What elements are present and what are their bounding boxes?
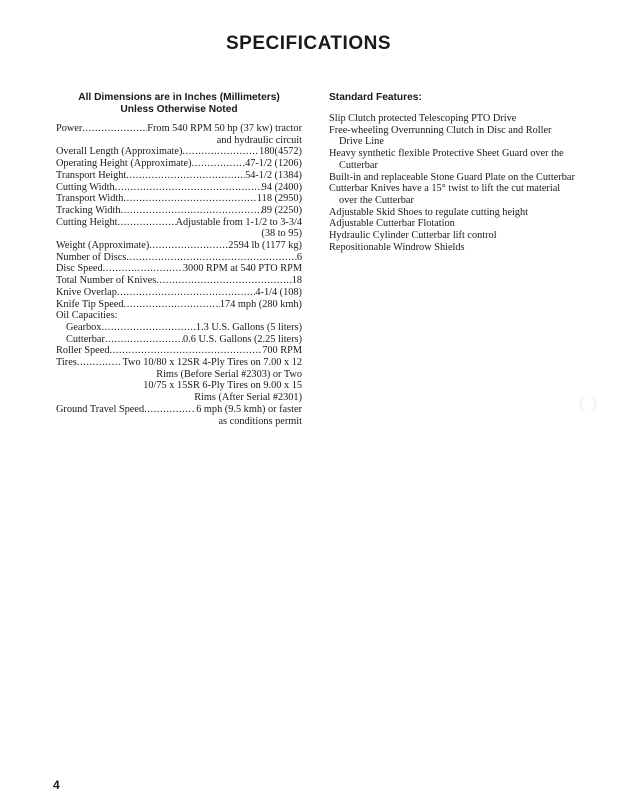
leader-dots bbox=[123, 193, 257, 205]
spec-value: 94 (2400) bbox=[261, 181, 302, 193]
feature-item: Adjustable Skid Shoes to regulate cutting height bbox=[329, 206, 529, 218]
leader-dots bbox=[149, 240, 228, 252]
spec-label: Disc Speed bbox=[56, 263, 103, 275]
feature-item: Repositionable Windrow Shields bbox=[329, 241, 465, 253]
spec-gearbox bbox=[56, 322, 302, 334]
leader-dots bbox=[101, 322, 195, 334]
spec-tires-line3: 10/75 x 15SR 6-Ply Tires on 9.00 x 15 bbox=[143, 380, 302, 392]
spec-label: Total Number of Knives bbox=[56, 275, 157, 287]
spec-value: 700 RPM bbox=[262, 345, 302, 357]
spec-power-continuation: and hydraulic circuit bbox=[216, 134, 302, 146]
spec-value: Two 10/80 x 12SR 4-Ply Tires on 7.00 x 12 bbox=[122, 357, 302, 369]
spec-oil-capacities-label: Oil Capacities: bbox=[56, 310, 118, 322]
leader-dots bbox=[124, 299, 220, 311]
dimensions-heading-line2: Unless Otherwise Noted bbox=[120, 104, 238, 115]
spec-cutting-height bbox=[56, 217, 302, 229]
spec-label: Weight (Approximate) bbox=[56, 240, 150, 252]
leader-dots bbox=[105, 334, 183, 346]
spec-ground-travel-speed bbox=[56, 404, 302, 416]
page-title: SPECIFICATIONS bbox=[226, 33, 391, 54]
spec-number-of-discs bbox=[56, 252, 302, 264]
spec-tires-line4: Rims (After Serial #2301) bbox=[194, 392, 302, 404]
spec-label: Tracking Width bbox=[56, 204, 121, 216]
spec-roller-speed bbox=[56, 345, 302, 357]
specifications-list bbox=[56, 123, 302, 427]
spec-value: 6 mph (9.5 kmh) or faster bbox=[196, 403, 302, 415]
spec-label: Operating Height (Approximate) bbox=[56, 158, 192, 170]
spec-value: 118 (2950) bbox=[256, 193, 302, 205]
spec-label: Gearbox bbox=[66, 321, 102, 333]
leader-dots bbox=[103, 263, 183, 275]
spec-ground-travel-speed-continuation: as conditions permit bbox=[218, 415, 302, 427]
leader-dots bbox=[117, 287, 255, 299]
spec-value: 1.3 U.S. Gallons (5 liters) bbox=[195, 321, 302, 333]
spec-value: From 540 RPM 50 hp (37 kw) tractor bbox=[147, 123, 302, 134]
spec-label: Cutterbar bbox=[66, 333, 105, 345]
spec-total-knives bbox=[56, 275, 302, 287]
spec-label: Transport Height bbox=[56, 169, 127, 181]
spec-label: Knife Tip Speed bbox=[56, 298, 124, 310]
spec-cutting-height-continuation: (38 to 95) bbox=[261, 228, 302, 240]
spec-value: 2594 lb (1177 kg) bbox=[228, 240, 302, 252]
spec-tracking-width bbox=[56, 205, 302, 217]
spec-label: Cutting Height bbox=[56, 216, 118, 228]
dimensions-heading-line1: All Dimensions are in Inches (Millimeters) bbox=[78, 92, 280, 103]
spec-value: 18 bbox=[291, 275, 302, 287]
spec-disc-speed bbox=[56, 263, 302, 275]
spec-label: Transport Width bbox=[56, 193, 124, 205]
spec-label: Knive Overlap bbox=[56, 286, 117, 298]
spec-value: 0.6 U.S. Gallons (2.25 liters) bbox=[183, 333, 302, 345]
spec-weight bbox=[56, 240, 302, 252]
feature-item: Heavy synthetic flexible Protective Sheet Guard over the Cutterbar bbox=[329, 148, 564, 171]
leader-dots bbox=[182, 146, 259, 158]
spec-transport-height bbox=[56, 170, 302, 182]
spec-cutterbar bbox=[56, 334, 302, 346]
spec-value: Adjustable from 1-1/2 to 3-3/4 bbox=[175, 216, 302, 228]
spec-knife-tip-speed bbox=[56, 299, 302, 311]
leader-dots bbox=[126, 252, 296, 264]
leader-dots bbox=[109, 345, 262, 357]
spec-transport-width bbox=[56, 193, 302, 205]
leader-dots bbox=[82, 123, 147, 135]
spec-value: 6 bbox=[296, 251, 302, 263]
spec-value: 4-1/4 (108) bbox=[255, 286, 302, 298]
leader-dots bbox=[126, 170, 245, 182]
feature-item: Adjustable Cutterbar Flotation bbox=[329, 218, 455, 230]
spec-label: Power bbox=[56, 123, 83, 134]
spec-cutting-width bbox=[56, 182, 302, 194]
spec-tires bbox=[56, 357, 302, 369]
feature-item: Slip Clutch protected Telescoping PTO Drive bbox=[329, 113, 517, 124]
standard-features-heading: Standard Features: bbox=[329, 92, 422, 103]
feature-item: Hydraulic Cylinder Cutterbar lift control bbox=[329, 230, 497, 242]
scan-mark bbox=[580, 394, 596, 412]
spec-overall-length bbox=[56, 146, 302, 158]
spec-value: 3000 RPM at 540 PTO RPM bbox=[182, 263, 302, 275]
spec-knive-overlap bbox=[56, 287, 302, 299]
leader-dots bbox=[192, 158, 246, 170]
feature-item: Built-in and replaceable Stone Guard Plate on the Cutterbar bbox=[329, 171, 575, 183]
page-number: 4 bbox=[53, 778, 60, 792]
spec-power bbox=[56, 123, 302, 135]
leader-dots bbox=[118, 217, 176, 229]
spec-label: Number of Discs bbox=[56, 251, 127, 263]
leader-dots bbox=[77, 357, 123, 369]
leader-dots bbox=[156, 275, 291, 287]
spec-label: Overall Length (Approximate) bbox=[56, 146, 183, 158]
dimensions-heading bbox=[56, 92, 302, 116]
spec-value: 54-1/2 (1384) bbox=[245, 169, 302, 181]
standard-features-list bbox=[329, 113, 576, 253]
spec-label: Ground Travel Speed bbox=[56, 403, 145, 415]
leader-dots bbox=[121, 205, 262, 217]
spec-label: Tires bbox=[56, 357, 77, 369]
spec-value: 180(4572) bbox=[259, 146, 302, 158]
spec-tires-line2: Rims (Before Serial #2303) or Two bbox=[156, 368, 302, 380]
spec-value: 47-1/2 (1206) bbox=[245, 158, 302, 170]
spec-label: Cutting Width bbox=[56, 181, 115, 193]
leader-dots bbox=[144, 404, 196, 416]
feature-item: Free-wheeling Overrunning Clutch in Disc and Roller Drive Line bbox=[329, 124, 552, 148]
spec-operating-height bbox=[56, 158, 302, 170]
spec-value: 89 (2250) bbox=[261, 204, 302, 216]
spec-value: 174 mph (280 kmh) bbox=[219, 298, 302, 310]
leader-dots bbox=[115, 182, 262, 194]
feature-item: Cutterbar Knives have a 15° twist to lift the cut material over the Cutterbar bbox=[329, 183, 561, 206]
spec-label: Roller Speed bbox=[56, 345, 110, 357]
